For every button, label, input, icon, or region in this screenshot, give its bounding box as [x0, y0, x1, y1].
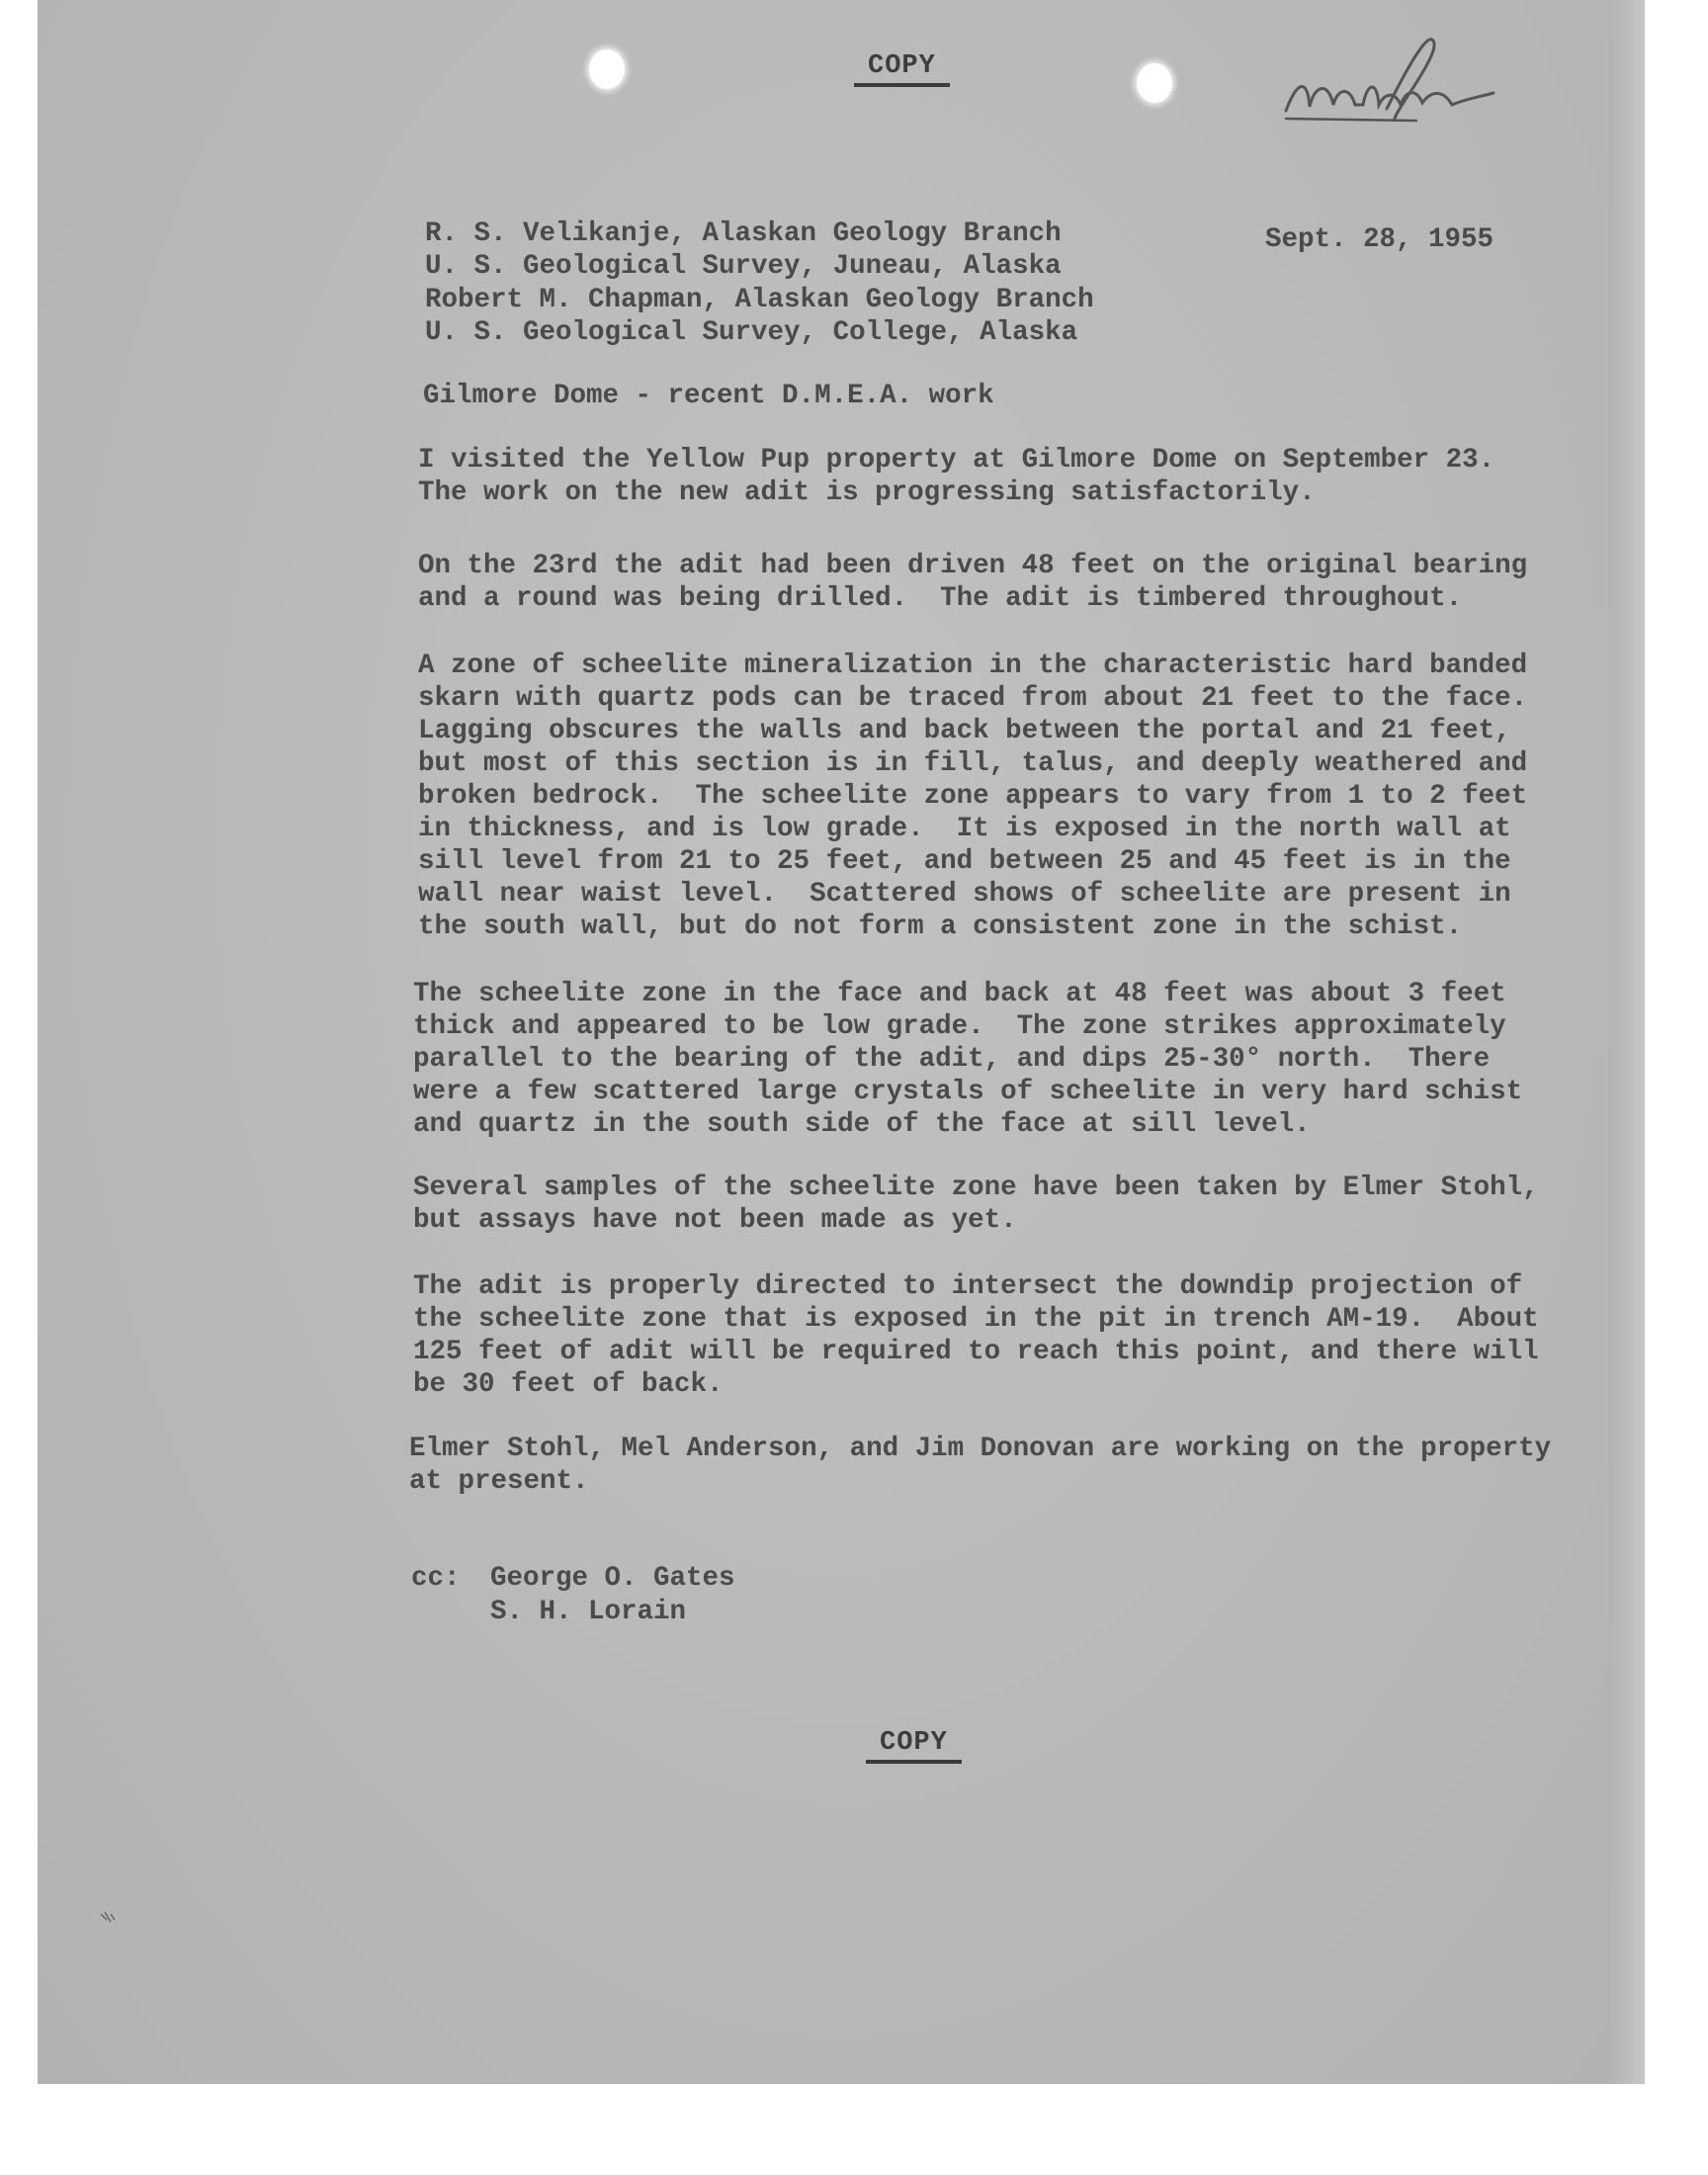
paragraph-line: The scheelite zone in the face and back at 48 feet was about 3 feet — [413, 979, 1506, 1009]
address-line-3: Robert M. Chapman, Alaskan Geology Branch — [425, 285, 1094, 315]
copy-stamp-top — [868, 51, 936, 81]
paragraph-2 — [418, 550, 1584, 615]
paragraph-line: A zone of scheelite mineralization in the characteristic hard banded — [418, 651, 1528, 681]
handwritten-signature — [1268, 20, 1525, 148]
address-line-4: U. S. Geological Survey, College, Alaska — [425, 317, 1078, 348]
paragraph-line: be 30 feet of back. — [413, 1369, 724, 1400]
paragraph-3 — [418, 650, 1584, 943]
paragraph-line: The adit is properly directed to intersect the downdip projection of — [413, 1271, 1523, 1302]
paragraph-line: Elmer Stohl, Mel Anderson, and Jim Donovan are working on the property — [409, 1434, 1552, 1464]
cc-name-2: S. H. Lorain — [490, 1597, 687, 1627]
paragraph-line: The work on the new adit is progressing satisfactorily. — [418, 478, 1316, 508]
paragraph-line: 125 feet of adit will be required to reach this point, and there will — [413, 1337, 1539, 1367]
paragraph-line: On the 23rd the adit had been driven 48 feet on the original bearing — [418, 551, 1528, 581]
paragraph-line: Lagging obscures the walls and back between the portal and 21 feet, — [418, 716, 1511, 746]
paragraph-line: parallel to the bearing of the adit, and dips 25-30° north. There — [413, 1044, 1491, 1075]
paragraph-line: but assays have not been made as yet. — [413, 1205, 1017, 1236]
copy-stamp-bottom — [880, 1728, 948, 1758]
paragraph-line: at present. — [409, 1466, 589, 1497]
cc-label: cc: — [411, 1563, 461, 1594]
paragraph-line: were a few scattered large crystals of scheelite in very hard schist — [413, 1077, 1523, 1107]
paragraph-4 — [413, 978, 1580, 1141]
page-edge-shadow — [1609, 0, 1645, 2084]
subject-line: Gilmore Dome - recent D.M.E.A. work — [423, 381, 994, 411]
punch-hole-left — [589, 49, 625, 89]
copy-stamp-top-text: COPY — [868, 51, 936, 81]
paragraph-line: wall near waist level. Scattered shows of scheelite are present in — [418, 879, 1511, 910]
paragraph-line: in thickness, and is low grade. It is exposed in the north wall at — [418, 814, 1511, 844]
paragraph-line: sill level from 21 to 25 feet, and between 25 and 45 feet is in the — [418, 846, 1511, 877]
paragraph-line: skarn with quartz pods can be traced from about 21 feet to the face. — [418, 683, 1528, 714]
copy-stamp-bottom-underline — [866, 1760, 962, 1764]
address-line-2: U. S. Geological Survey, Juneau, Alaska — [425, 251, 1062, 282]
address-line-1: R. S. Velikanje, Alaskan Geology Branch — [425, 218, 1062, 249]
paragraph-7 — [409, 1433, 1576, 1498]
paragraph-1 — [418, 444, 1584, 509]
paragraph-5 — [413, 1172, 1580, 1237]
paragraph-line: the south wall, but do not form a consistent zone in the schist. — [418, 912, 1463, 942]
letter-date: Sept. 28, 1955 — [1265, 224, 1494, 255]
punch-hole-right — [1137, 63, 1172, 103]
paper-smudge — [97, 1908, 123, 1930]
paragraph-line: the scheelite zone that is exposed in the pit in trench AM-19. About — [413, 1304, 1539, 1335]
paragraph-line: broken bedrock. The scheelite zone appears to vary from 1 to 2 feet — [418, 781, 1528, 812]
paragraph-line: Several samples of the scheelite zone have been taken by Elmer Stohl, — [413, 1173, 1539, 1203]
cc-name-1: George O. Gates — [490, 1563, 735, 1594]
paragraph-line: and a round was being drilled. The adit is timbered throughout. — [418, 583, 1463, 614]
paragraph-line: but most of this section is in fill, talus, and deeply weathered and — [418, 748, 1528, 779]
paragraph-6 — [413, 1270, 1580, 1401]
copy-stamp-bottom-text: COPY — [880, 1728, 948, 1758]
paragraph-line: thick and appeared to be low grade. The zone strikes approximately — [413, 1011, 1506, 1042]
paragraph-line: and quartz in the south side of the face at sill level. — [413, 1109, 1311, 1140]
paragraph-line: I visited the Yellow Pup property at Gilmore Dome on September 23. — [418, 445, 1495, 476]
document-page — [38, 0, 1645, 2084]
copy-stamp-top-underline — [854, 83, 950, 87]
